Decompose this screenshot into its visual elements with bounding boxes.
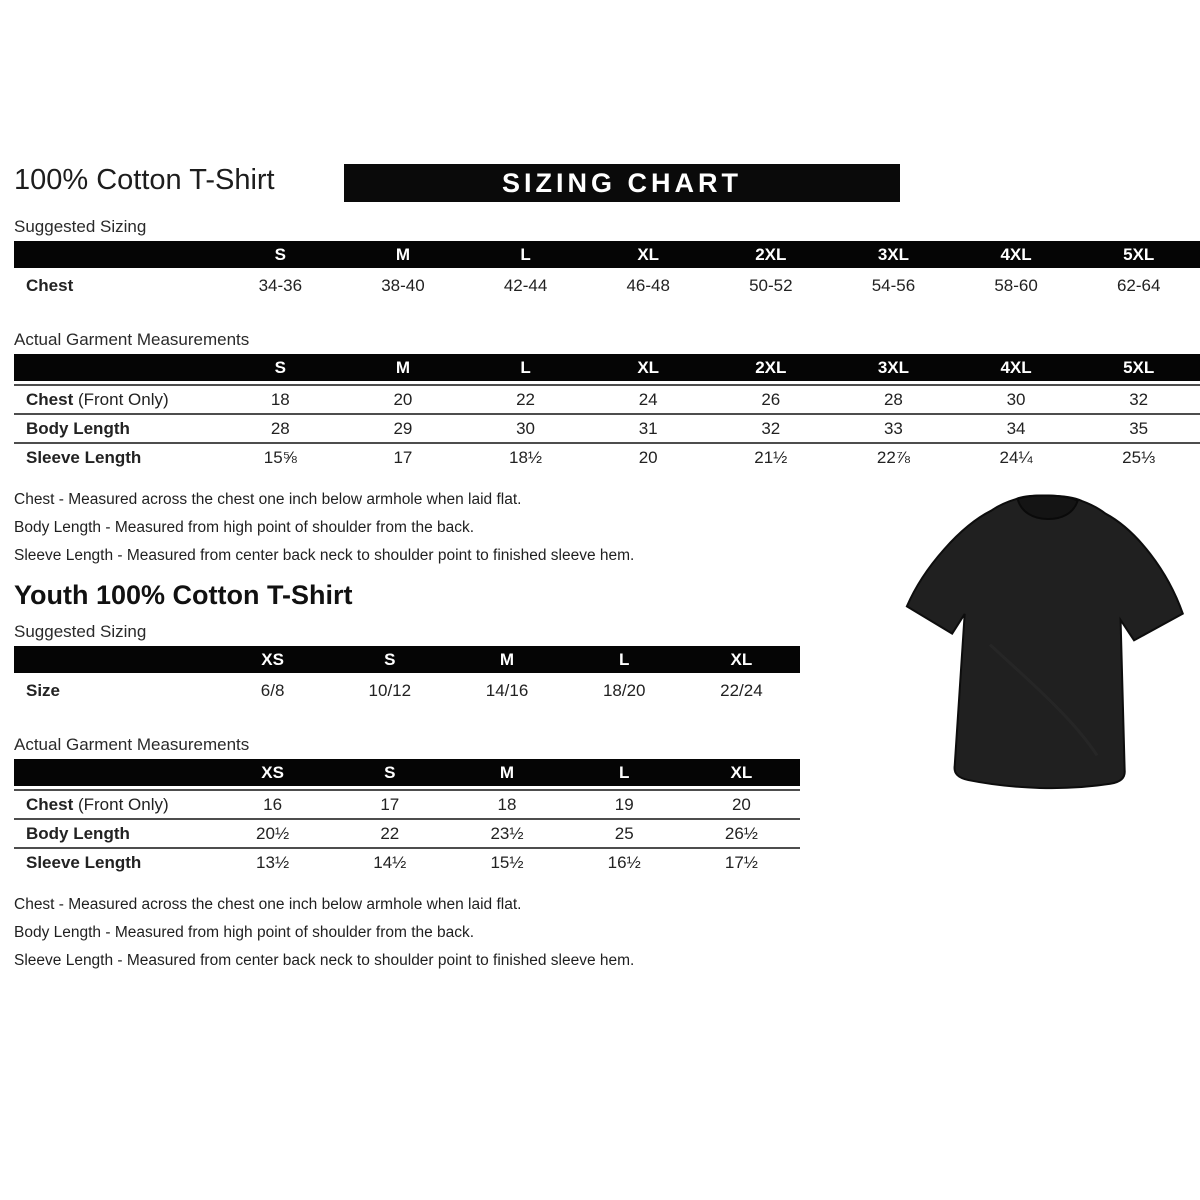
youth-section-title: Youth 100% Cotton T-Shirt <box>14 580 353 610</box>
table-header-row <box>14 241 1200 268</box>
table-cell: 33 <box>883 418 903 438</box>
adult-actual-measurements-label: Actual Garment Measurements <box>14 330 250 349</box>
header-row <box>14 164 1196 206</box>
column-header-m: M <box>395 244 411 264</box>
table-cell: 16½ <box>607 852 641 872</box>
table-cell: 22⅞ <box>876 447 910 467</box>
row-label: Body Length <box>26 823 130 843</box>
table-cell: 16 <box>263 794 283 814</box>
note-body-length: Body Length - Measured from high point of shoulder from the back. <box>14 519 475 536</box>
column-header-l: L <box>619 649 630 669</box>
column-header-2xl: 2XL <box>755 244 787 264</box>
table-cell: 29 <box>393 418 413 438</box>
table-cell: 24¼ <box>999 447 1033 467</box>
note-sleeve-length: Sleeve Length - Measured from center back neck to shoulder point to finished sleeve hem. <box>14 952 635 969</box>
table-cell: 25 <box>614 823 634 843</box>
tshirt-body-shape <box>902 492 1186 792</box>
column-header-4xl: 4XL <box>1000 244 1032 264</box>
youth-suggested-sizing-label: Suggested Sizing <box>14 622 147 641</box>
table-cell: 34 <box>1006 418 1026 438</box>
column-header-s: S <box>274 244 286 264</box>
page-title: 100% Cotton T-Shirt <box>14 164 275 196</box>
table-cell: 22/24 <box>720 680 763 700</box>
table-cell: 30 <box>1006 389 1026 409</box>
table-cell: 24 <box>638 389 658 409</box>
column-header-4xl: 4XL <box>1000 357 1032 377</box>
table-cell: 34-36 <box>258 275 303 295</box>
column-header-l: L <box>520 244 531 264</box>
column-header-l: L <box>520 357 531 377</box>
table-header-row <box>14 759 800 786</box>
row-label: Sleeve Length <box>26 447 142 467</box>
table-cell: 14/16 <box>485 680 529 700</box>
column-header-s: S <box>384 649 396 669</box>
table-cell: 28 <box>883 389 903 409</box>
note-chest: Chest - Measured across the chest one inch below armhole when laid flat. <box>14 491 522 508</box>
table-cell: 31 <box>638 418 658 438</box>
row-label: Sleeve Length <box>26 852 142 872</box>
table-cell: 42-44 <box>503 275 548 295</box>
row-label: Chest <box>26 275 74 295</box>
table-cell: 20 <box>731 794 751 814</box>
adult-measurements-table <box>14 354 1200 471</box>
column-header-xl: XL <box>637 357 660 377</box>
column-header-5xl: 5XL <box>1123 244 1155 264</box>
table-row <box>14 413 1200 442</box>
column-header-xs: XS <box>261 649 284 669</box>
table-cell: 14½ <box>373 852 407 872</box>
column-header-l: L <box>619 762 630 782</box>
column-header-xl: XL <box>730 762 753 782</box>
note-chest: Chest - Measured across the chest one inch below armhole when laid flat. <box>14 896 522 913</box>
table-cell: 18 <box>497 794 517 814</box>
column-header-3xl: 3XL <box>877 244 910 264</box>
table-cell: 30 <box>516 418 536 438</box>
table-row <box>14 789 800 818</box>
table-cell: 17 <box>380 794 400 814</box>
table-row <box>14 442 1200 471</box>
table-row <box>14 847 800 876</box>
table-cell: 21½ <box>754 447 788 467</box>
table-cell: 18 <box>270 389 290 409</box>
table-cell: 22 <box>516 389 536 409</box>
table-cell: 32 <box>1129 389 1149 409</box>
table-cell: 17 <box>393 447 413 467</box>
table-cell: 22 <box>380 823 400 843</box>
column-header-s: S <box>274 357 286 377</box>
table-cell: 10/12 <box>368 680 412 700</box>
table-cell: 35 <box>1129 418 1149 438</box>
column-header-3xl: 3XL <box>877 357 910 377</box>
youth-suggested-sizing-table <box>14 646 800 705</box>
sizing-chart-banner: SIZING CHART <box>344 164 900 202</box>
table-cell: 18½ <box>509 447 543 467</box>
note-body-length: Body Length - Measured from high point of shoulder from the back. <box>14 924 475 941</box>
row-label: Body Length <box>26 418 130 438</box>
table-row <box>14 676 800 705</box>
column-header-m: M <box>395 357 411 377</box>
table-row <box>14 384 1200 413</box>
table-cell: 32 <box>761 418 781 438</box>
youth-measurement-notes <box>14 891 1196 975</box>
table-cell: 20 <box>393 389 413 409</box>
table-cell: 54-56 <box>871 275 916 295</box>
table-cell: 26½ <box>724 823 758 843</box>
table-cell: 6/8 <box>260 680 285 700</box>
table-row <box>14 271 1200 300</box>
table-cell: 58-60 <box>994 275 1038 295</box>
column-header-xl: XL <box>730 649 753 669</box>
column-header-m: M <box>499 762 515 782</box>
row-label: Chest (Front Only) <box>26 794 169 814</box>
column-header-s: S <box>384 762 396 782</box>
table-cell: 18/20 <box>602 680 646 700</box>
table-header-row <box>14 646 800 673</box>
black-tshirt-image <box>894 484 1194 798</box>
table-cell: 25⅓ <box>1122 447 1156 467</box>
table-cell: 23½ <box>490 823 524 843</box>
column-header-xs: XS <box>261 762 284 782</box>
note-sleeve-length: Sleeve Length - Measured from center back neck to shoulder point to finished sleeve hem. <box>14 547 635 564</box>
table-cell: 20½ <box>256 823 290 843</box>
column-header-2xl: 2XL <box>755 357 787 377</box>
table-cell: 15⅝ <box>263 447 297 467</box>
row-label: Size <box>26 680 61 700</box>
table-cell: 17½ <box>724 852 758 872</box>
youth-actual-measurements-label: Actual Garment Measurements <box>14 735 250 754</box>
column-header-5xl: 5XL <box>1123 357 1155 377</box>
adult-suggested-sizing-label: Suggested Sizing <box>14 217 147 236</box>
table-cell: 28 <box>270 418 290 438</box>
table-cell: 20 <box>638 447 658 467</box>
table-cell: 50-52 <box>749 275 793 295</box>
table-cell: 13½ <box>256 852 290 872</box>
table-cell: 46-48 <box>626 275 670 295</box>
tshirt-illustration <box>894 484 1194 798</box>
table-cell: 15½ <box>490 852 524 872</box>
row-label: Chest (Front Only) <box>26 389 169 409</box>
youth-measurements-table <box>14 759 800 876</box>
table-cell: 26 <box>761 389 781 409</box>
table-cell: 62-64 <box>1116 275 1161 295</box>
adult-suggested-sizing-table <box>14 241 1200 300</box>
table-cell: 38-40 <box>381 275 425 295</box>
column-header-xl: XL <box>637 244 660 264</box>
table-row <box>14 818 800 847</box>
column-header-m: M <box>499 649 515 669</box>
table-header-row <box>14 354 1200 381</box>
table-cell: 19 <box>614 794 634 814</box>
